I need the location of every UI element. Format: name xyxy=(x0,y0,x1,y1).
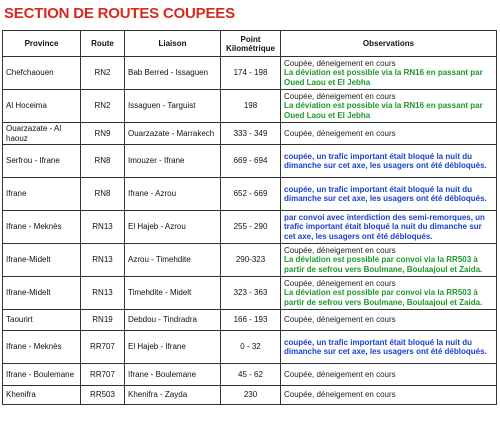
cell-observations xyxy=(281,211,497,244)
observation-text: Coupée, déneigement en cours xyxy=(284,58,396,68)
cell-province: Taourirt xyxy=(3,310,81,331)
observation-text: La déviation est possible via la RN16 en passant par Oued Laou et El Jebha xyxy=(284,68,483,87)
observation-text: coupée, un trafic important était bloqué la nuit du dimanche sur cet axe, les usagers ont été débloqués. xyxy=(284,337,487,357)
table-row xyxy=(3,178,497,211)
cell-point-kilometrique: 323 - 363 xyxy=(221,277,281,310)
cell-route: RN8 xyxy=(81,178,125,211)
cell-liaison: Ifrane - Azrou xyxy=(125,178,221,211)
cell-observations xyxy=(281,244,497,277)
header-liaison: Liaison xyxy=(125,31,221,57)
cell-observations xyxy=(281,386,497,405)
observation-text: La déviation est possible via la RN16 en passant par Oued Laou et El Jebha xyxy=(284,101,483,120)
cell-liaison: El Hajeb - Ifrane xyxy=(125,331,221,364)
table-row xyxy=(3,310,497,331)
cell-route: RN2 xyxy=(81,57,125,90)
cell-liaison: Ouarzazate - Marrakech xyxy=(125,123,221,145)
cell-liaison: Debdou - Tindradra xyxy=(125,310,221,331)
cell-point-kilometrique: 669 - 694 xyxy=(221,145,281,178)
cell-liaison: Imouzer - Ifrane xyxy=(125,145,221,178)
cell-point-kilometrique: 0 - 32 xyxy=(221,331,281,364)
cell-route: RN2 xyxy=(81,90,125,123)
cell-liaison: El Hajeb - Azrou xyxy=(125,211,221,244)
cell-route: RN13 xyxy=(81,277,125,310)
cell-route: RR503 xyxy=(81,386,125,405)
cell-point-kilometrique: 230 xyxy=(221,386,281,405)
cell-province: Ifrane - Meknès xyxy=(3,211,81,244)
header-pk-line1: Point xyxy=(240,34,261,44)
observation-text: La déviation est possible par convoi via la RR503 à partir de sefrou vers Boulmane, Boulaajoul et Zaida. xyxy=(284,255,483,274)
header-point-kilometrique xyxy=(221,31,281,57)
table-row xyxy=(3,211,497,244)
table-row xyxy=(3,90,497,123)
cell-liaison: Timehdite - Midelt xyxy=(125,277,221,310)
observation-text: Coupée, déneigement en cours xyxy=(284,369,396,379)
observation-text: Coupée, déneigement en cours xyxy=(284,390,396,400)
cell-liaison: Azrou - Timehdite xyxy=(125,244,221,277)
cell-point-kilometrique: 255 - 290 xyxy=(221,211,281,244)
table-row xyxy=(3,244,497,277)
page-title: SECTION DE ROUTES COUPEES xyxy=(4,5,235,22)
table-row xyxy=(3,277,497,310)
cell-liaison: Khenifra - Zayda xyxy=(125,386,221,405)
cell-province: Ifrane - Meknès xyxy=(3,331,81,364)
header-province: Province xyxy=(3,31,81,57)
cell-liaison: Bab Berred - Issaguen xyxy=(125,57,221,90)
table-row xyxy=(3,123,497,145)
cell-route: RN9 xyxy=(81,123,125,145)
cell-point-kilometrique: 174 - 198 xyxy=(221,57,281,90)
cell-route: RN8 xyxy=(81,145,125,178)
cell-point-kilometrique: 45 - 62 xyxy=(221,364,281,386)
cell-point-kilometrique: 652 - 669 xyxy=(221,178,281,211)
observation-text: Coupée, déneigement en cours xyxy=(284,315,396,325)
cell-province: Al Hoceima xyxy=(3,90,81,123)
cell-province: Ifrane-Midelt xyxy=(3,277,81,310)
table-row xyxy=(3,57,497,90)
cell-observations xyxy=(281,331,497,364)
cell-point-kilometrique: 333 - 349 xyxy=(221,123,281,145)
table-row xyxy=(3,386,497,405)
observation-text: La déviation est possible par convoi via la RR503 à partir de sefrou vers Boulmane, Boulaajoul et Zaida. xyxy=(284,288,483,307)
cell-observations xyxy=(281,277,497,310)
cell-observations xyxy=(281,364,497,386)
cell-observations xyxy=(281,310,497,331)
observation-text: coupée, un trafic important était bloqué la nuit du dimanche sur cet axe, les usagers ont été débloqués. xyxy=(284,151,487,171)
observation-text: Coupée, déneigement en cours xyxy=(284,91,396,101)
table-row xyxy=(3,145,497,178)
cell-liaison: Issaguen - Targuist xyxy=(125,90,221,123)
observation-text: par convoi avec interdiction des semi-remorques, un trafic important était bloqué la nuit du dimanche sur cet axe, les usagers ont été débloqués. xyxy=(284,212,485,241)
cell-observations xyxy=(281,145,497,178)
table-row xyxy=(3,364,497,386)
cell-point-kilometrique: 166 - 193 xyxy=(221,310,281,331)
table-row xyxy=(3,331,497,364)
cell-province: Khenifra xyxy=(3,386,81,405)
table-body xyxy=(3,57,497,405)
cell-province: Chefchaouen xyxy=(3,57,81,90)
header-route: Route xyxy=(81,31,125,57)
cell-route: RR707 xyxy=(81,364,125,386)
cell-liaison: Ifrane - Boulemane xyxy=(125,364,221,386)
cell-observations xyxy=(281,178,497,211)
cell-observations xyxy=(281,57,497,90)
cell-route: RN13 xyxy=(81,244,125,277)
cell-province: Ifrane-Midelt xyxy=(3,244,81,277)
cell-point-kilometrique: 198 xyxy=(221,90,281,123)
header-observations: Observations xyxy=(281,31,497,57)
cell-province: Ouarzazate - Al haouz xyxy=(3,123,81,145)
header-pk-line2: Kilométrique xyxy=(226,43,275,53)
cell-observations xyxy=(281,90,497,123)
table-header-row xyxy=(3,31,497,57)
observation-text: Coupée, déneigement en cours xyxy=(284,128,396,138)
observation-text: Coupée, déneigement en cours xyxy=(284,245,396,255)
cell-observations xyxy=(281,123,497,145)
closed-roads-table xyxy=(2,30,497,405)
cell-province: Ifrane xyxy=(3,178,81,211)
observation-text: coupée, un trafic important était bloqué la nuit du dimanche sur cet axe, les usagers ont été débloqués. xyxy=(284,184,487,204)
observation-text: Coupée, déneigement en cours xyxy=(284,278,396,288)
cell-province: Ifrane - Boulemane xyxy=(3,364,81,386)
cell-route: RR707 xyxy=(81,331,125,364)
cell-point-kilometrique: 290-323 xyxy=(221,244,281,277)
cell-route: RN13 xyxy=(81,211,125,244)
cell-province: Serfrou - Ifrane xyxy=(3,145,81,178)
cell-route: RN19 xyxy=(81,310,125,331)
